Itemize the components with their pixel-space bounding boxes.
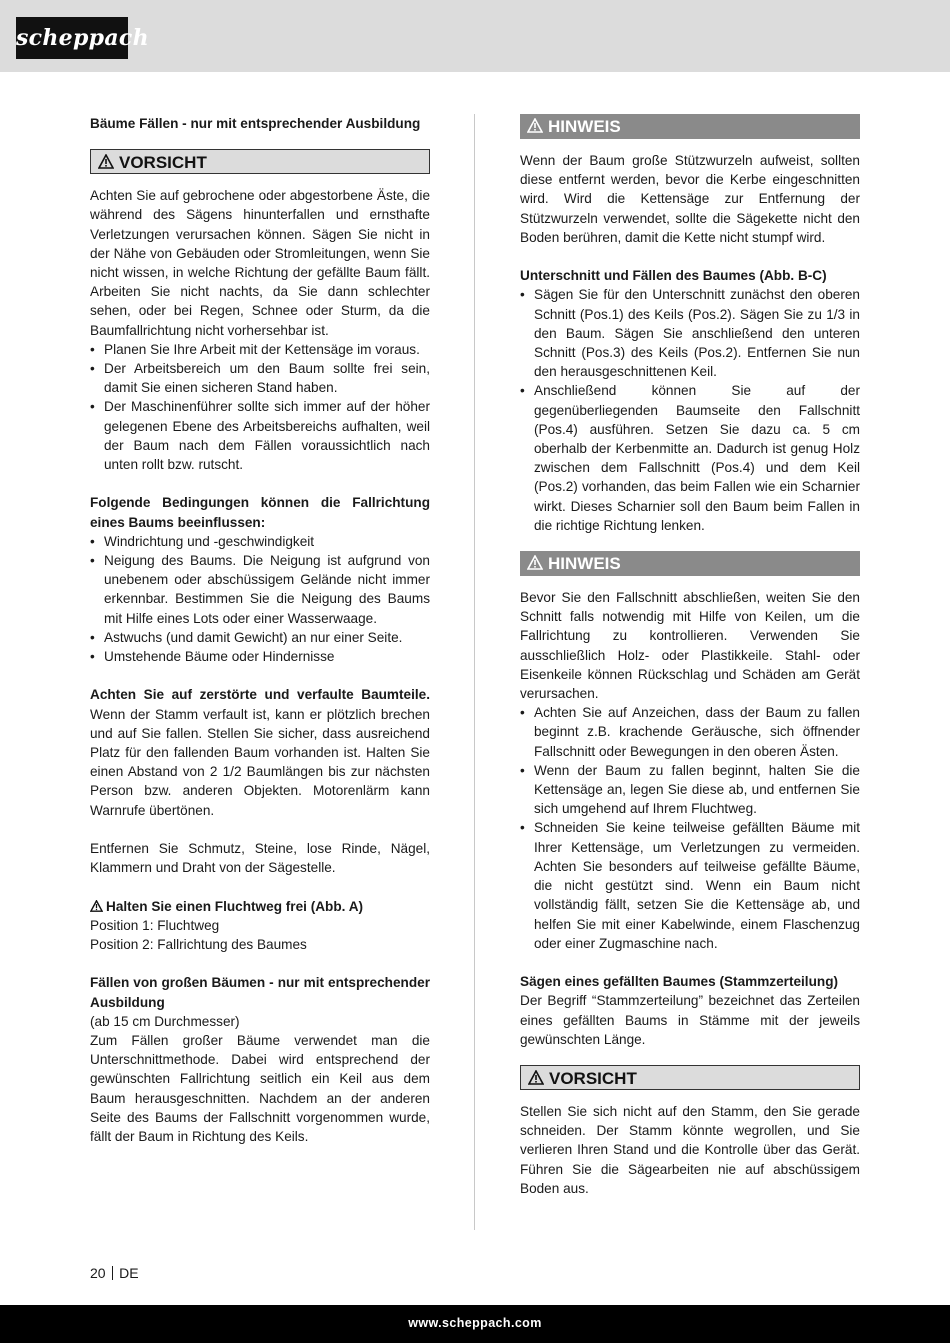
paragraph-undercut-method: Zum Fällen großer Bäume verwendet man die Unterschnittmethode. Dabei wird entsprechend der gewünschten Fallrichtung seitlich ein Keil aus dem Baum herausgeschnitten. Nachdem an der anderen Seite des Baums der Fallschnitt vorgenommen wurde, fällt der Baum in Richtung des Keils.: [90, 1033, 430, 1145]
list-item: • Anschließend können Sie auf der gegenüberliegenden Baumseite den Fallschnitt (Pos.4) ausführen. Setzen Sie dazu ca. 5 cm oberhalb der Kerbenmitte an. Dadurch ist genug Holz zwischen dem Fallschnitt (Pos.4) und dem Keil (Pos.2) vorhanden, das beim Fallen wie ein Scharnier wirkt. Dieses Scharnier soll den Baum beim Fallen in die richtige Richtung lenken.: [520, 381, 860, 535]
caution-box: [90, 149, 430, 174]
paragraph-rotten-body: Wenn der Stamm verfault ist, kann er plötzlich brechen und auf Sie fallen. Stellen Sie sicher, dass ausreichend Platz für den fallenden Baum vorhanden ist. Halten Sie einen Abstand von 2 1/2 Baumlängen bis zur nächsten Person bzw. anderen Objekten. Motorenlärm kann Warnrufe übertönen.: [90, 706, 430, 818]
paragraph-clear-site: Entfernen Sie Schmutz, Steine, lose Rinde, Nägel, Klammern und Draht von der Sägestelle.: [90, 841, 430, 876]
list-item: • Der Arbeitsbereich um den Baum sollte frei sein, damit Sie einen sicheren Stand haben.: [90, 359, 430, 397]
page-number: [90, 1264, 139, 1282]
section-heading-escape-route: [90, 897, 430, 916]
section-heading-fall-direction: Folgende Bedingungen können die Fallrichtung eines Baums beeinflussen:: [90, 495, 430, 530]
inline-heading-rotten: Achten Sie auf zerstörte und verfaulte Baumteile.: [90, 687, 430, 703]
bullet-list-falling: [520, 703, 860, 953]
section-heading-undercut: Unterschnitt und Fällen des Baumes (Abb. B-C): [520, 268, 827, 284]
list-item: • Astwuchs (und damit Gewicht) an nur einer Seite.: [90, 628, 430, 647]
note-label: HINWEIS: [548, 554, 621, 574]
bullet-list-undercut: [520, 285, 860, 535]
paragraph-bucking: Der Begriff “Stammzerteilung” bezeichnet das Zerteilen eines gefällten Baums in Stämme mit der jeweils gewünschten Länge.: [520, 993, 860, 1047]
position-2-text: Position 2: Fallrichtung des Baumes: [90, 937, 307, 953]
escape-route-heading-text: Halten Sie einen Fluchtweg frei (Abb. A): [106, 898, 364, 914]
language-code: DE: [119, 1265, 139, 1281]
position-1-text: Position 1: Fluchtweg: [90, 917, 220, 933]
paragraph-rotten-parts: [90, 685, 430, 819]
paragraph-wedges: Bevor Sie den Fallschnitt abschließen, weiten Sie den Schnitt falls notwendig mit Hilfe von Keilen, um die Fallrichtung zu kontrollieren. Verwenden Sie ausschließlich Holz- oder Plastikkeile. Stahl- oder Eisenkeile können Rückschlag und Schäden am Gerät verursachen.: [520, 590, 860, 702]
list-item: • Planen Sie Ihre Arbeit mit der Kettensäge im voraus.: [90, 340, 430, 359]
list-item: • Der Maschinenführer sollte sich immer auf der höher gelegenen Ebene des Arbeitsbereichs aufhalten, weil der Baum nach dem Fällen voraussichtlich nach unten rollt bzw. rutscht.: [90, 397, 430, 474]
footer-bar: [0, 1305, 950, 1343]
paragraph-dead-branches: Achten Sie auf gebrochene oder abgestorbene Äste, die während des Sägens hinunterfallen und ernsthafte Verletzungen verursachen können. Sägen Sie nicht in der Nähe von Gebäuden oder Stromleitungen, wenn Sie nicht wissen, in welche Richtung der gefällte Baum fällt. Arbeiten Sie nicht nachts, da Sie dann schlechter sehen, oder bei Regen, Schnee oder Sturm, da die Baumfallrichtung nicht vorhersehbar ist.: [90, 188, 430, 338]
warning-triangle-icon: [98, 154, 114, 169]
note-label: HINWEIS: [548, 117, 621, 136]
warning-triangle-icon: [90, 900, 103, 912]
caution-label: VORSICHT: [549, 1068, 637, 1088]
paragraph-buttress-roots: Wenn der Baum große Stützwurzeln aufweist, sollten diese entfernt werden, bevor die Kerbe eingeschnitten wird. Wird die Kettensäge zur Entfernung der Stützwurzeln verwendet, sollte die Sägekette nicht den Boden berühren, damit die Kette nicht stumpf wird.: [520, 153, 860, 245]
bullet-list-conditions: [90, 532, 430, 666]
list-item: • Neigung des Baums. Die Neigung ist aufgrund von unebenem oder abschüssigem Gelände nicht immer erkennbar. Bestimmen Sie die Neigung des Baums mit Hilfe eines Lots oder einer Wasserwaage.: [90, 551, 430, 628]
note-box: [520, 114, 860, 139]
brand-logo: scheppach: [16, 17, 128, 59]
warning-triangle-icon: [527, 555, 543, 570]
list-item: • Achten Sie auf Anzeichen, dass der Baum zu fallen beginnt z.B. krachende Geräusche, sich öffnender Fallschnitt oder Bewegungen in den oberen Ästen.: [520, 703, 860, 761]
website-link[interactable]: www.scheppach.com: [408, 1316, 542, 1330]
caution-label: VORSICHT: [119, 153, 207, 173]
right-column: [520, 114, 860, 1198]
column-divider: [474, 114, 475, 1230]
page-header: [0, 0, 950, 72]
caution-box: [520, 1065, 860, 1090]
diameter-note: (ab 15 cm Durchmesser): [90, 1013, 240, 1029]
list-item: • Sägen Sie für den Unterschnitt zunächst den oberen Schnitt (Pos.1) des Keils (Pos.2). Sägen Sie zu 1/3 in den Baum. Sägen Sie anschließend den unteren Schnitt (Pos.3) des Keils (Pos.2). Entfernen Sie nun den herausgeschnittenen Keil.: [520, 285, 860, 381]
left-column: [90, 114, 430, 1146]
warning-triangle-icon: [527, 118, 543, 133]
page-number-value: 20: [90, 1265, 106, 1281]
note-box: [520, 551, 860, 576]
paragraph-do-not-stand: Stellen Sie sich nicht auf den Stamm, den Sie gerade schneiden. Der Stamm könnte wegrollen, und Sie verlieren Ihren Stand und die Kontrolle über das Gerät. Führen Sie die Sägearbeiten nie auf abschüssigem Boden aus.: [520, 1103, 860, 1196]
list-item: • Umstehende Bäume oder Hindernisse: [90, 647, 430, 666]
list-item: • Wenn der Baum zu fallen beginnt, halten Sie die Kettensäge an, legen Sie diese ab, und entfernen Sie sich umgehend auf Ihrem Fluchtweg.: [520, 761, 860, 819]
page-separator: [112, 1266, 114, 1280]
warning-triangle-icon: [528, 1070, 544, 1085]
list-item: • Windrichtung und -geschwindigkeit: [90, 532, 430, 551]
section-heading-bucking: Sägen eines gefällten Baumes (Stammzerteilung): [520, 974, 839, 990]
list-item: • Schneiden Sie keine teilweise gefällten Bäume mit Ihrer Kettensäge, um Verletzungen zu vermeiden. Achten Sie besonders auf teilweise gefällte Bäume, die nicht gestützt sind. Wenn ein Baum nicht vollständig fällt, setzen Sie die Kettensäge ab, und helfen Sie mit einer Kabelwinde, einem Flaschenzug oder einer Zugmaschine nach.: [520, 818, 860, 952]
bullet-list-planning: [90, 340, 430, 474]
section-heading-large-trees: Fällen von großen Bäumen - nur mit entsprechender Ausbildung: [90, 975, 430, 1010]
section-heading-tree-felling: Bäume Fällen - nur mit entsprechender Ausbildung: [90, 116, 421, 131]
